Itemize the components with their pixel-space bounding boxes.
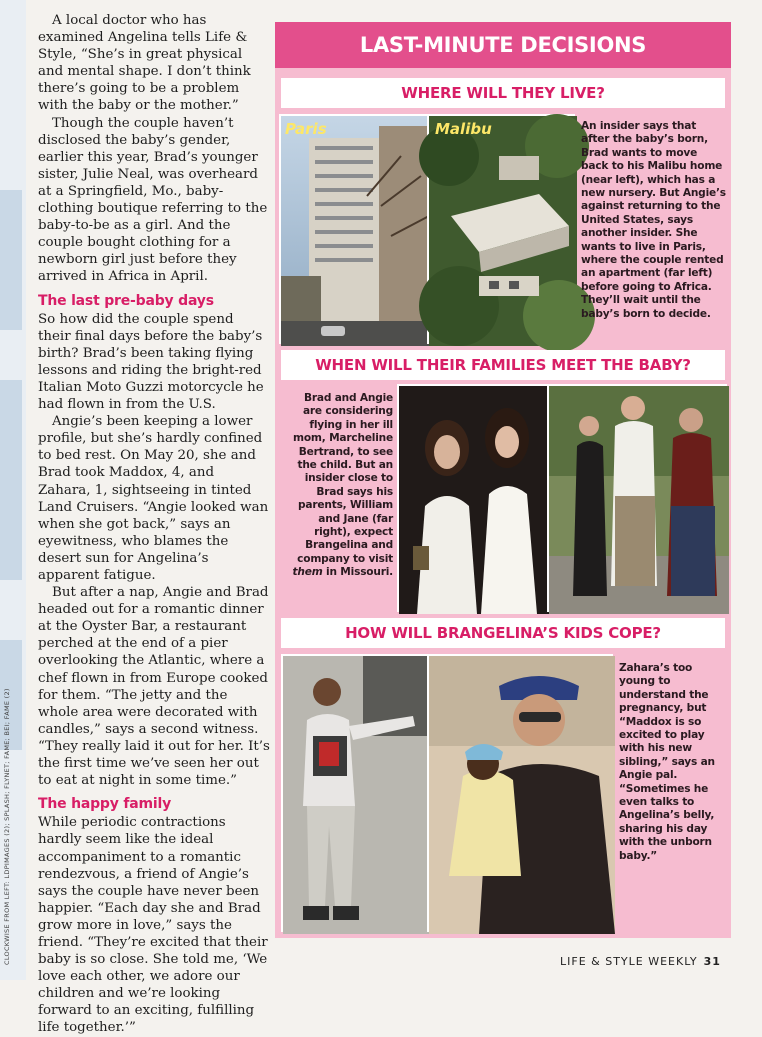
photo-label-paris: Paris: [285, 120, 327, 138]
article-paragraph: So how did the couple spend their final days before the baby’s birth? Brad’s been taking flying lessons and riding the bright-red Italian Moto Guzzi motorcycle he had flown in from the U.S.: [38, 311, 264, 413]
section-heading-families: [281, 350, 725, 380]
photo-brad-parents: [547, 384, 727, 612]
article-subheading: The last pre-baby days: [38, 292, 214, 309]
caption-text: in Missouri.: [322, 566, 393, 579]
section-heading-live: [281, 78, 725, 108]
section-heading-text: HOW WILL BRANGELINA’S KIDS COPE?: [345, 624, 661, 642]
caption-emphasis: them: [292, 566, 323, 579]
article-paragraph: While periodic contractions hardly seem like the ideal accompaniment to a romantic rendezvous, a friend of Angie’s says the couple have never been happier. “Each day she and Brad grow more in love,” says the friend. “They’re excited that their baby is so close. She told me, ‘We love each other, we adore our children and we’re looking forward to an exciting, fulfilling life together.’”: [38, 815, 268, 1036]
photo-malibu-home: [427, 114, 575, 344]
caption-text: Brad and Angie are considering flying in her ill mom, Marcheline Bertrand, to see the child. But an insider close to Brad says his parents, William and Jane (far right), expect Brangelina and company to visit: [293, 392, 393, 565]
magazine-name: LIFE & STYLE WEEKLY: [560, 955, 698, 968]
photo-brad-zahara: [427, 654, 613, 932]
section-heading-kids: [281, 618, 725, 648]
caption-live: An insider says that after the baby’s born, Brad wants to move back to his Malibu home (near left), which has a new nursery. But Angie’s against returning to the United States, says another insider. She wants to live in Paris, where the couple rented an apartment (far left) before going to Africa. They’ll wait until the baby’s born to decide.: [581, 120, 726, 320]
article-paragraph: But after a nap, Angie and Brad headed out for a romantic dinner at the Oyster Bar, a restaurant perched at the end of a pier overlooking the Atlantic, where a chef flown in from Europe cooked for them. “The jetty and the whole area were decorated with candles,” says a second witness. “They really laid it out for her. It’s the first time we’ve seen her out to eat at night in some time.”: [38, 585, 270, 789]
page-edge-block: [0, 380, 22, 580]
sidebar-banner: [275, 22, 731, 68]
page-number: 31: [703, 955, 721, 968]
sidebar-box: [275, 22, 731, 938]
section-heading-text: WHEN WILL THEIR FAMILIES MEET THE BABY?: [315, 356, 691, 374]
sidebar-title: LAST-MINUTE DECISIONS: [359, 33, 647, 57]
caption-families: [285, 392, 393, 580]
page-edge-block: [0, 190, 22, 330]
photo-paris-building: [279, 114, 427, 344]
page-footer: [560, 955, 721, 968]
photo-maddox: [281, 654, 427, 932]
article-subheading: The happy family: [38, 796, 171, 813]
photo-angelina-and-mother: [397, 384, 547, 612]
photo-credit: CLOCKWISE FROM LEFT: LDPIMAGES (2); SPLASH; FLYNET; FAME; BEI; FAME (2): [3, 688, 11, 965]
article-paragraph: Though the couple haven’t disclosed the baby’s gender, earlier this year, Brad’s younger sister, Julie Neal, was overheard at a Springfield, Mo., baby-clothing boutique referring to the baby-to-be as a girl. And the couple bought clothing for a newborn girl just before they arrived in Africa in April.: [38, 115, 268, 285]
article-paragraph: Angie’s been keeping a lower profile, but she’s hardly confined to bed rest. On May 20, she and Brad took Maddox, 4, and Zahara, 1, sightseeing in tinted Land Cruisers. “Angie looked wan when she got back,” says an eyewitness, who blames the desert sun for Angelina’s apparent fatigue.: [38, 414, 269, 583]
caption-kids: Zahara’s too young to understand the pregnancy, but “Maddox is so excited to play with his new sibling,” says an Angie pal. “Sometimes he even talks to Angelina’s belly, sharing his day with the unborn baby.”: [619, 662, 715, 862]
section-heading-text: WHERE WILL THEY LIVE?: [401, 84, 605, 102]
article-column: [38, 12, 270, 1037]
photo-label-malibu: Malibu: [435, 120, 492, 138]
article-paragraph: A local doctor who has examined Angelina tells Life & Style, “She’s in great physical and mental shape. I don’t think there’s going to be a problem with the baby or the mother.”: [38, 13, 251, 114]
